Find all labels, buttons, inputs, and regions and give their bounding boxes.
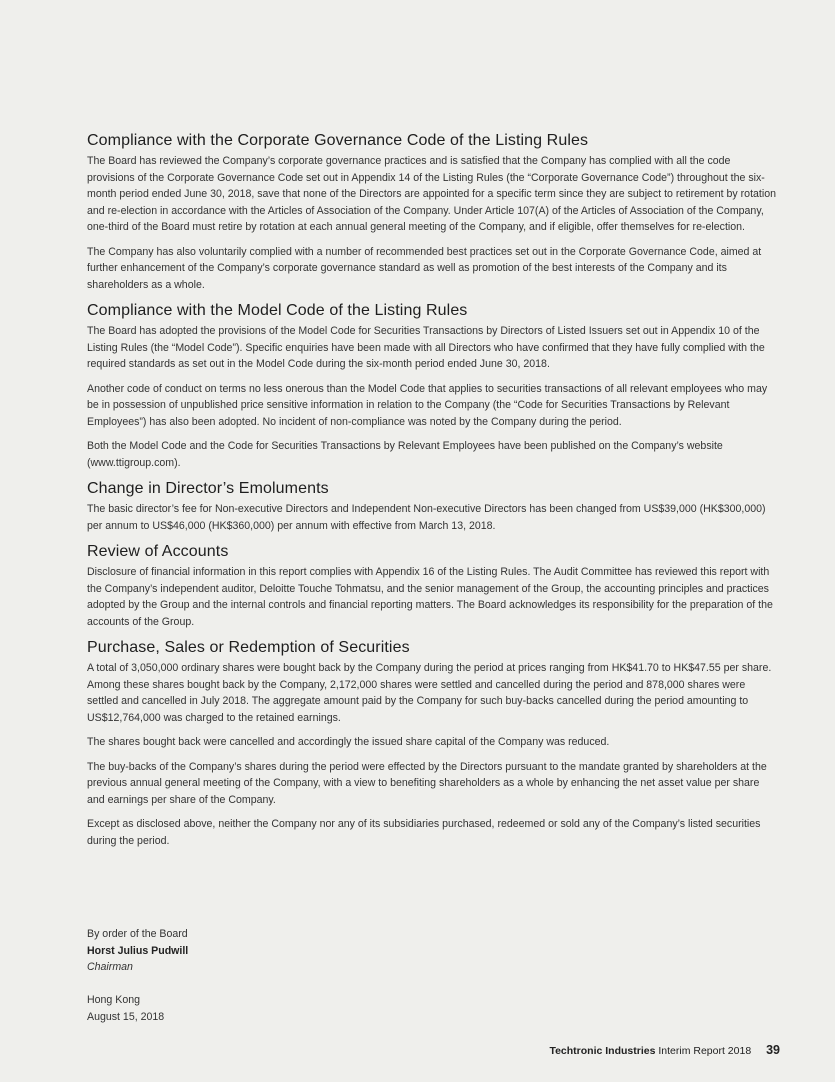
- signatory-name: Horst Julius Pudwill: [87, 944, 189, 957]
- paragraph: Disclosure of financial information in this report complies with Appendix 16 of the Listing Rules. The Audit Committee has reviewed this report with the Company’s independent auditor, Deloitte Touche Tohmatsu, and the senior management of the Group, the accounting principles and practices adopted by the Group and the internal controls and financial reporting matters. The Board acknowledges its responsibility for the preparation of the accounts of the Group.: [87, 566, 773, 628]
- section-director-emoluments: [87, 479, 777, 534]
- section-heading: Change in Director’s Emoluments: [87, 480, 329, 497]
- paragraph: The buy-backs of the Company’s shares during the period were effected by the Directors pursuant to the mandate granted by shareholders at the previous annual general meeting of the Company, with a view to benefiting shareholders as a whole by enhancing the net asset value per share and earnings per share of the Company.: [87, 760, 767, 806]
- section-heading: Compliance with the Corporate Governance Code of the Listing Rules: [87, 132, 589, 149]
- spacer: [87, 976, 387, 993]
- section-review-of-accounts: [87, 542, 777, 630]
- paragraph: Both the Model Code and the Code for Securities Transactions by Relevant Employees have been published on the Company’s website (www.ttigroup.com).: [87, 440, 723, 469]
- page-footer: [549, 1043, 780, 1057]
- signatory-title: Chairman: [87, 961, 133, 973]
- section-heading: Compliance with the Model Code of the Listing Rules: [87, 302, 468, 319]
- paragraph: The basic director’s fee for Non-executive Directors and Independent Non-executive Directors has been changed from US$39,000 (HK$300,000) per annum to US$46,000 (HK$360,000) per annum with effective from March 13, 2018.: [87, 503, 766, 532]
- closing-place: Hong Kong: [87, 994, 141, 1006]
- signature-block: [87, 926, 387, 1025]
- section-heading: Review of Accounts: [87, 543, 229, 560]
- section-corporate-governance: [87, 131, 777, 293]
- closing-date: August 15, 2018: [87, 1010, 165, 1023]
- closing-intro: By order of the Board: [87, 928, 188, 940]
- paragraph: The Board has reviewed the Company’s corporate governance practices and is satisfied that the Company has complied with all the code provisions of the Corporate Governance Code set out in Appendix 14 of the Listing Rules (the “Corporate Governance Code”) throughout the six-month period ended June 30, 2018, save that none of the Directors are appointed for a specific term since they are subject to retirement by rotation and re-election in accordance with the Articles of Association of the Company. Under Article 107(A) of the Articles of Association of the Company, one-third of the Board must retire by rotation at each annual general meeting of the Company, and if eligible, offer themselves for re-election.: [87, 155, 776, 233]
- footer-company: Techtronic Industries: [549, 1045, 656, 1057]
- section-model-code: [87, 301, 777, 471]
- paragraph: A total of 3,050,000 ordinary shares were bought back by the Company during the period at prices ranging from HK$41.70 to HK$47.55 per share. Among these shares bought back by the Company, 2,172,000 shares were settled and cancelled during the period and 878,000 shares were settled and cancelled in July 2018. The aggregate amount paid by the Company for such buy-backs cancelled during the period amounting to US$12,764,000 was charged to the retained earnings.: [87, 662, 772, 724]
- paragraph: Another code of conduct on terms no less onerous than the Model Code that applies to securities transactions of all relevant employees who may be in possession of unpublished price sensitive information in relation to the Company (the “Code for Securities Transactions by Relevant Employees”) has also been adopted. No incident of non-compliance was noted by the Company during the period.: [87, 382, 768, 428]
- page-number: 39: [766, 1043, 780, 1057]
- paragraph: The shares bought back were cancelled and accordingly the issued share capital of the Company was reduced.: [87, 736, 610, 748]
- paragraph: Except as disclosed above, neither the Company nor any of its subsidiaries purchased, redeemed or sold any of the Company’s listed securities during the period.: [87, 818, 761, 847]
- paragraph: The Company has also voluntarily complied with a number of recommended best practices set out in the Corporate Governance Code, aimed at further enhancement of the Company’s corporate governance standard as well as promotion of the best interests of the Company and its shareholders as a whole.: [87, 245, 762, 291]
- section-securities: [87, 638, 777, 849]
- report-body: [87, 131, 777, 857]
- paragraph: The Board has adopted the provisions of the Model Code for Securities Transactions by Directors of Listed Issuers set out in Appendix 10 of the Listing Rules (the “Model Code”). Specific enquiries have been made with all Directors who have confirmed that they have fully complied with the required standards as set out in the Model Code during the six-month period ended June 30, 2018.: [87, 325, 765, 370]
- section-heading: Purchase, Sales or Redemption of Securities: [87, 639, 410, 656]
- footer-report: Interim Report 2018: [658, 1045, 752, 1057]
